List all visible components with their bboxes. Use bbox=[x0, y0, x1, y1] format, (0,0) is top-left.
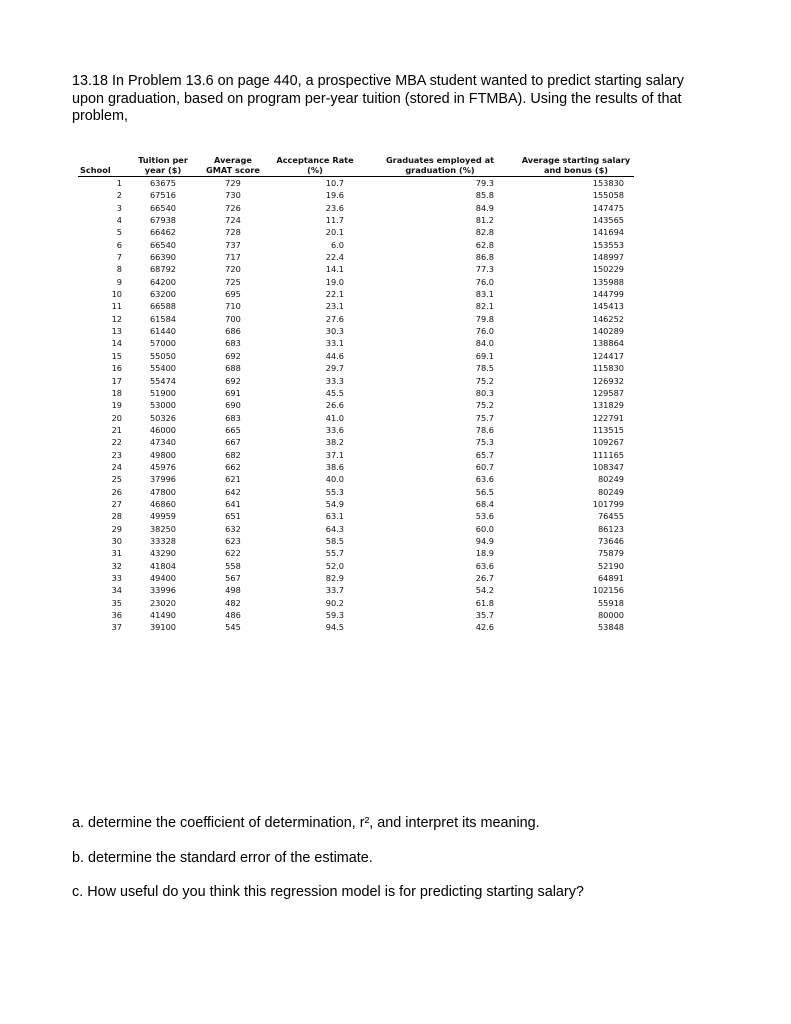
mba-data-table bbox=[78, 155, 634, 634]
table-cell: 33.6 bbox=[325, 424, 344, 435]
table-cell: 62.8 bbox=[475, 239, 494, 250]
table-cell: 17 bbox=[111, 375, 122, 386]
table-cell: 90.2 bbox=[325, 597, 344, 608]
table-cell: 34 bbox=[111, 585, 122, 596]
table-row bbox=[78, 337, 634, 349]
table-cell: 26 bbox=[111, 486, 122, 497]
table-cell: 30.3 bbox=[325, 326, 344, 337]
table-cell: 682 bbox=[225, 449, 241, 460]
table-cell: 23 bbox=[111, 449, 122, 460]
table-cell: 482 bbox=[225, 597, 241, 608]
table-cell: 80249 bbox=[597, 486, 624, 497]
table-cell: 66462 bbox=[149, 227, 177, 238]
table-cell: 31 bbox=[111, 548, 122, 559]
table-cell: 33.1 bbox=[325, 338, 344, 349]
table-cell: 69.1 bbox=[475, 350, 494, 361]
table-cell: 75879 bbox=[597, 548, 624, 559]
table-row bbox=[78, 387, 634, 399]
table-row bbox=[78, 276, 634, 288]
table-row bbox=[78, 189, 634, 201]
table-cell: 19.0 bbox=[325, 276, 344, 287]
table-cell: 700 bbox=[225, 313, 241, 324]
table-cell: 67938 bbox=[149, 215, 177, 226]
table-cell: 14 bbox=[111, 338, 122, 349]
table-row bbox=[78, 325, 634, 337]
table-cell: 642 bbox=[225, 486, 241, 497]
table-cell: 78.6 bbox=[475, 424, 494, 435]
table-cell: 717 bbox=[225, 252, 241, 263]
table-cell: 45.5 bbox=[325, 387, 344, 398]
table-cell: 55400 bbox=[149, 363, 177, 374]
table-cell: 22 bbox=[111, 437, 122, 448]
table-cell: 47800 bbox=[149, 486, 177, 497]
header-school: School bbox=[78, 155, 128, 177]
table-cell: 122791 bbox=[592, 412, 624, 423]
table-cell: 145413 bbox=[592, 301, 624, 312]
table-cell: 75.3 bbox=[475, 437, 494, 448]
table-cell: 688 bbox=[225, 363, 241, 374]
table-cell: 486 bbox=[225, 610, 241, 621]
table-cell: 63675 bbox=[149, 178, 177, 188]
table-cell: 49959 bbox=[149, 511, 177, 522]
table-cell: 726 bbox=[225, 202, 241, 213]
table-cell: 26.7 bbox=[475, 573, 494, 583]
table-cell: 115830 bbox=[592, 363, 624, 374]
table-cell: 53848 bbox=[597, 622, 624, 633]
table-cell: 10.7 bbox=[325, 178, 344, 188]
table-cell: 84.0 bbox=[475, 338, 494, 349]
table-cell: 665 bbox=[225, 424, 241, 435]
table-cell: 82.9 bbox=[325, 573, 344, 583]
table-cell: 6.0 bbox=[330, 239, 344, 250]
table-cell: 58.5 bbox=[325, 535, 344, 546]
table-cell: 144799 bbox=[592, 289, 624, 300]
question-c: c. How useful do you think this regression model is for predicting starting salary? bbox=[72, 884, 584, 900]
table-cell: 728 bbox=[225, 227, 241, 238]
table-row bbox=[78, 572, 634, 584]
table-cell: 85.8 bbox=[475, 190, 494, 201]
table-cell: 155058 bbox=[592, 190, 624, 201]
table-cell: 25 bbox=[111, 474, 122, 485]
table-cell: 124417 bbox=[592, 350, 624, 361]
table-cell: 27 bbox=[111, 498, 122, 509]
table-cell: 75.7 bbox=[475, 412, 494, 423]
header-acceptance-rate: Acceptance Rate (%) bbox=[268, 155, 362, 177]
table-cell: 26.6 bbox=[325, 400, 344, 411]
table-cell: 61440 bbox=[149, 326, 177, 337]
table-cell: 632 bbox=[225, 523, 241, 534]
table-cell: 10 bbox=[111, 289, 122, 300]
table-cell: 28 bbox=[111, 511, 122, 522]
table-row bbox=[78, 399, 634, 411]
table-cell: 622 bbox=[225, 548, 241, 559]
table-cell: 49400 bbox=[149, 573, 177, 583]
table-cell: 65.7 bbox=[475, 449, 494, 460]
table-row bbox=[78, 177, 634, 190]
table-header-row bbox=[78, 155, 634, 177]
table-cell: 21 bbox=[111, 424, 122, 435]
table-row bbox=[78, 226, 634, 238]
table-cell: 60.0 bbox=[475, 523, 494, 534]
table-cell: 24 bbox=[111, 461, 122, 472]
table-cell: 82.8 bbox=[475, 227, 494, 238]
table-cell: 86.8 bbox=[475, 252, 494, 263]
table-cell: 15 bbox=[111, 350, 122, 361]
table-cell: 4 bbox=[116, 215, 122, 226]
table-cell: 621 bbox=[225, 474, 241, 485]
table-row bbox=[78, 424, 634, 436]
table-cell: 724 bbox=[225, 215, 241, 226]
table-cell: 37.1 bbox=[325, 449, 344, 460]
table-cell: 18 bbox=[111, 387, 122, 398]
table-row bbox=[78, 239, 634, 251]
table-cell: 148997 bbox=[592, 252, 624, 263]
table-cell: 79.8 bbox=[475, 313, 494, 324]
table-row bbox=[78, 621, 634, 633]
table-cell: 83.1 bbox=[475, 289, 494, 300]
table-cell: 36 bbox=[111, 610, 122, 621]
table-cell: 3 bbox=[116, 202, 122, 213]
table-cell: 67516 bbox=[149, 190, 177, 201]
table-cell: 667 bbox=[225, 437, 241, 448]
table-cell: 29.7 bbox=[325, 363, 344, 374]
table-cell: 8 bbox=[116, 264, 122, 275]
table-cell: 29 bbox=[111, 523, 122, 534]
table-cell: 129587 bbox=[592, 387, 624, 398]
table-cell: 68.4 bbox=[475, 498, 494, 509]
table-cell: 30 bbox=[111, 535, 122, 546]
table-cell: 37 bbox=[111, 622, 122, 633]
table-cell: 46860 bbox=[149, 498, 177, 509]
table-cell: 59.3 bbox=[325, 610, 344, 621]
table-row bbox=[78, 560, 634, 572]
table-cell: 43290 bbox=[149, 548, 177, 559]
table-cell: 1 bbox=[116, 178, 122, 188]
table-cell: 19 bbox=[111, 400, 122, 411]
table-row bbox=[78, 510, 634, 522]
table-cell: 11.7 bbox=[325, 215, 344, 226]
table-cell: 695 bbox=[225, 289, 241, 300]
table-cell: 60.7 bbox=[475, 461, 494, 472]
table-cell: 651 bbox=[225, 511, 241, 522]
header-tuition: Tuition per year ($) bbox=[128, 155, 198, 177]
table-cell: 56.5 bbox=[475, 486, 494, 497]
header-gmat: Average GMAT score bbox=[198, 155, 268, 177]
table-cell: 22.4 bbox=[325, 252, 344, 263]
table-cell: 623 bbox=[225, 535, 241, 546]
table-cell: 55918 bbox=[597, 597, 624, 608]
table-cell: 94.9 bbox=[475, 535, 494, 546]
table-cell: 33.7 bbox=[325, 585, 344, 596]
table-cell: 27.6 bbox=[325, 313, 344, 324]
table-cell: 12 bbox=[111, 313, 122, 324]
table-cell: 9 bbox=[116, 276, 122, 287]
table-row bbox=[78, 584, 634, 596]
table-cell: 39100 bbox=[149, 622, 177, 633]
table-cell: 37996 bbox=[149, 474, 177, 485]
table-row bbox=[78, 609, 634, 621]
table-cell: 32 bbox=[111, 560, 122, 571]
table-cell: 38.6 bbox=[325, 461, 344, 472]
table-cell: 737 bbox=[225, 239, 241, 250]
table-cell: 81.2 bbox=[475, 215, 494, 226]
header-starting-salary: Average starting salary and bonus ($) bbox=[518, 155, 634, 177]
table-cell: 692 bbox=[225, 350, 241, 361]
table-cell: 66390 bbox=[149, 252, 177, 263]
table-body bbox=[78, 177, 634, 634]
table-cell: 135988 bbox=[592, 276, 624, 287]
table-cell: 131829 bbox=[592, 400, 624, 411]
table-cell: 690 bbox=[225, 400, 241, 411]
table-cell: 53000 bbox=[149, 400, 177, 411]
table-cell: 7 bbox=[116, 252, 122, 263]
table-cell: 79.3 bbox=[475, 178, 494, 188]
table-cell: 113515 bbox=[592, 424, 624, 435]
table-cell: 141694 bbox=[592, 227, 624, 238]
table-row bbox=[78, 202, 634, 214]
table-row bbox=[78, 436, 634, 448]
table-row bbox=[78, 313, 634, 325]
table-cell: 38250 bbox=[149, 523, 177, 534]
table-cell: 63.6 bbox=[475, 474, 494, 485]
table-cell: 76455 bbox=[597, 511, 624, 522]
table-cell: 73646 bbox=[597, 535, 624, 546]
table-cell: 66540 bbox=[149, 239, 177, 250]
table-cell: 55.3 bbox=[325, 486, 344, 497]
table-cell: 63.6 bbox=[475, 560, 494, 571]
table-cell: 50326 bbox=[149, 412, 177, 423]
table-cell: 80000 bbox=[597, 610, 624, 621]
table-cell: 20.1 bbox=[325, 227, 344, 238]
table-row bbox=[78, 350, 634, 362]
table-cell: 126932 bbox=[592, 375, 624, 386]
table-cell: 725 bbox=[225, 276, 241, 287]
table-cell: 20 bbox=[111, 412, 122, 423]
table-cell: 41490 bbox=[149, 610, 177, 621]
table-cell: 61584 bbox=[149, 313, 177, 324]
table-cell: 64200 bbox=[149, 276, 177, 287]
table-cell: 66588 bbox=[149, 301, 177, 312]
table-row bbox=[78, 486, 634, 498]
table-row bbox=[78, 461, 634, 473]
table-cell: 691 bbox=[225, 387, 241, 398]
table-cell: 94.5 bbox=[325, 622, 344, 633]
table-row bbox=[78, 473, 634, 485]
table-cell: 109267 bbox=[592, 437, 624, 448]
table-row bbox=[78, 214, 634, 226]
table-row bbox=[78, 375, 634, 387]
table-cell: 80249 bbox=[597, 474, 624, 485]
table-cell: 138864 bbox=[592, 338, 624, 349]
table-cell: 683 bbox=[225, 338, 241, 349]
table-cell: 41.0 bbox=[325, 412, 344, 423]
table-cell: 35.7 bbox=[475, 610, 494, 621]
table-cell: 80.3 bbox=[475, 387, 494, 398]
table-cell: 153830 bbox=[592, 178, 624, 188]
table-cell: 84.9 bbox=[475, 202, 494, 213]
table-cell: 49800 bbox=[149, 449, 177, 460]
table-cell: 686 bbox=[225, 326, 241, 337]
table-row bbox=[78, 412, 634, 424]
table-cell: 5 bbox=[116, 227, 122, 238]
table-row bbox=[78, 362, 634, 374]
table-cell: 153553 bbox=[592, 239, 624, 250]
table-row bbox=[78, 547, 634, 559]
table-cell: 40.0 bbox=[325, 474, 344, 485]
table-cell: 108347 bbox=[592, 461, 624, 472]
table-cell: 720 bbox=[225, 264, 241, 275]
table-cell: 150229 bbox=[592, 264, 624, 275]
table-row bbox=[78, 251, 634, 263]
table-cell: 45976 bbox=[149, 461, 177, 472]
table-cell: 18.9 bbox=[475, 548, 494, 559]
table-cell: 33 bbox=[111, 573, 122, 583]
table-cell: 54.9 bbox=[325, 498, 344, 509]
table-cell: 23.6 bbox=[325, 202, 344, 213]
table-cell: 64891 bbox=[597, 573, 624, 583]
table-cell: 77.3 bbox=[475, 264, 494, 275]
table-row bbox=[78, 523, 634, 535]
table-cell: 82.1 bbox=[475, 301, 494, 312]
table-cell: 54.2 bbox=[475, 585, 494, 596]
table-cell: 2 bbox=[116, 190, 122, 201]
table-row bbox=[78, 449, 634, 461]
table-cell: 57000 bbox=[149, 338, 177, 349]
problem-statement: 13.18 In Problem 13.6 on page 440, a prospective MBA student wanted to predict starting salary upon graduation, based on program per-year tuition (stored in FTMBA). Using the results of that problem, bbox=[72, 73, 684, 124]
table-cell: 140289 bbox=[592, 326, 624, 337]
table-row bbox=[78, 263, 634, 275]
table-cell: 730 bbox=[225, 190, 241, 201]
table-cell: 76.0 bbox=[475, 276, 494, 287]
table-cell: 78.5 bbox=[475, 363, 494, 374]
table-cell: 66540 bbox=[149, 202, 177, 213]
table-cell: 63200 bbox=[149, 289, 177, 300]
table-cell: 68792 bbox=[149, 264, 177, 275]
table-cell: 567 bbox=[225, 573, 241, 583]
table-cell: 102156 bbox=[592, 585, 624, 596]
table-cell: 545 bbox=[225, 622, 241, 633]
table-cell: 729 bbox=[225, 178, 241, 188]
table-cell: 33996 bbox=[149, 585, 177, 596]
table-cell: 111165 bbox=[592, 449, 624, 460]
table-cell: 86123 bbox=[597, 523, 624, 534]
table-cell: 22.1 bbox=[325, 289, 344, 300]
table-cell: 147475 bbox=[592, 202, 624, 213]
table-cell: 692 bbox=[225, 375, 241, 386]
table-cell: 683 bbox=[225, 412, 241, 423]
table-cell: 641 bbox=[225, 498, 241, 509]
table-cell: 55.7 bbox=[325, 548, 344, 559]
table-cell: 23020 bbox=[149, 597, 177, 608]
table-cell: 38.2 bbox=[325, 437, 344, 448]
table-cell: 41804 bbox=[149, 560, 177, 571]
table-cell: 146252 bbox=[592, 313, 624, 324]
table-cell: 63.1 bbox=[325, 511, 344, 522]
question-a: a. determine the coefficient of determination, r², and interpret its meaning. bbox=[72, 815, 540, 831]
table-cell: 53.6 bbox=[475, 511, 494, 522]
table-cell: 498 bbox=[225, 585, 241, 596]
header-graduates-employed: Graduates employed at graduation (%) bbox=[362, 155, 518, 177]
question-b: b. determine the standard error of the estimate. bbox=[72, 850, 373, 866]
table-cell: 55050 bbox=[149, 350, 177, 361]
table-cell: 52.0 bbox=[325, 560, 344, 571]
table-cell: 46000 bbox=[149, 424, 177, 435]
table-row bbox=[78, 597, 634, 609]
table-cell: 710 bbox=[225, 301, 241, 312]
table-cell: 662 bbox=[225, 461, 241, 472]
table-row bbox=[78, 288, 634, 300]
table-cell: 101799 bbox=[592, 498, 624, 509]
table-row bbox=[78, 498, 634, 510]
table-cell: 6 bbox=[116, 239, 122, 250]
table-cell: 558 bbox=[225, 560, 241, 571]
table-cell: 76.0 bbox=[475, 326, 494, 337]
table-cell: 16 bbox=[111, 363, 122, 374]
table-row bbox=[78, 300, 634, 312]
table-cell: 75.2 bbox=[475, 400, 494, 411]
table-row bbox=[78, 535, 634, 547]
table-cell: 64.3 bbox=[325, 523, 344, 534]
table-cell: 42.6 bbox=[475, 622, 494, 633]
table-cell: 13 bbox=[111, 326, 122, 337]
table-cell: 61.8 bbox=[475, 597, 494, 608]
table-cell: 14.1 bbox=[325, 264, 344, 275]
table-cell: 35 bbox=[111, 597, 122, 608]
table-cell: 143565 bbox=[592, 215, 624, 226]
table-cell: 11 bbox=[111, 301, 122, 312]
table-cell: 33.3 bbox=[325, 375, 344, 386]
table-cell: 52190 bbox=[597, 560, 624, 571]
table-cell: 75.2 bbox=[475, 375, 494, 386]
table-cell: 51900 bbox=[149, 387, 177, 398]
table-cell: 44.6 bbox=[325, 350, 344, 361]
table-cell: 23.1 bbox=[325, 301, 344, 312]
table-cell: 19.6 bbox=[325, 190, 344, 201]
table-cell: 33328 bbox=[149, 535, 177, 546]
table-cell: 55474 bbox=[149, 375, 177, 386]
table-cell: 47340 bbox=[149, 437, 177, 448]
